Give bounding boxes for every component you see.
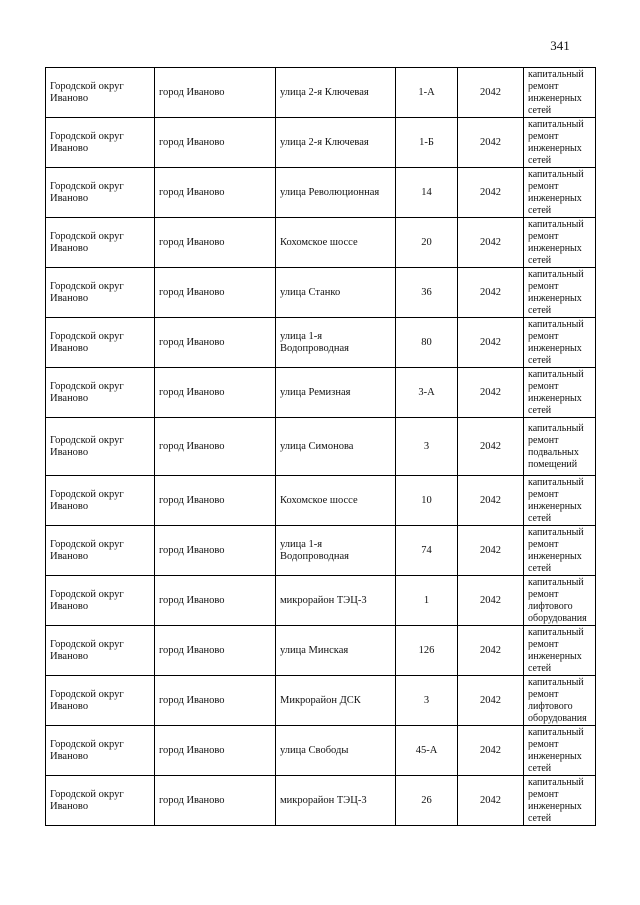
cell-street: улица Революционная [276,168,396,218]
cell-street: улица 2-я Ключевая [276,118,396,168]
cell-year: 2042 [458,576,524,626]
cell-work: капитальный ремонт инженерных сетей [524,268,596,318]
cell-district: Городской округ Иваново [46,776,155,826]
cell-year: 2042 [458,526,524,576]
cell-work: капитальный ремонт инженерных сетей [524,318,596,368]
cell-year: 2042 [458,268,524,318]
cell-year: 2042 [458,726,524,776]
cell-work: капитальный ремонт инженерных сетей [524,218,596,268]
cell-street: улица Минская [276,626,396,676]
cell-street: улица Ремизная [276,368,396,418]
cell-year: 2042 [458,776,524,826]
cell-year: 2042 [458,318,524,368]
cell-district: Городской округ Иваново [46,168,155,218]
cell-house: 3-А [396,368,458,418]
table-row [46,676,596,726]
cell-work: капитальный ремонт инженерных сетей [524,168,596,218]
table-row [46,726,596,776]
cell-district: Городской округ Иваново [46,268,155,318]
cell-district: Городской округ Иваново [46,476,155,526]
cell-house: 36 [396,268,458,318]
cell-district: Городской округ Иваново [46,118,155,168]
cell-city: город Иваново [155,268,276,318]
cell-work: капитальный ремонт лифтового оборудования [524,576,596,626]
table-row [46,526,596,576]
cell-city: город Иваново [155,168,276,218]
cell-year: 2042 [458,476,524,526]
cell-year: 2042 [458,218,524,268]
cell-house: 80 [396,318,458,368]
cell-district: Городской округ Иваново [46,526,155,576]
cell-house: 26 [396,776,458,826]
cell-street: Кохомское шоссе [276,218,396,268]
cell-house: 1-Б [396,118,458,168]
cell-year: 2042 [458,418,524,476]
cell-district: Городской округ Иваново [46,626,155,676]
table-row [46,576,596,626]
cell-city: город Иваново [155,626,276,676]
cell-house: 14 [396,168,458,218]
cell-year: 2042 [458,368,524,418]
cell-work: капитальный ремонт инженерных сетей [524,368,596,418]
cell-work: капитальный ремонт инженерных сетей [524,68,596,118]
cell-district: Городской округ Иваново [46,368,155,418]
cell-city: город Иваново [155,68,276,118]
cell-district: Городской округ Иваново [46,318,155,368]
cell-city: город Иваново [155,418,276,476]
cell-district: Городской округ Иваново [46,576,155,626]
cell-city: город Иваново [155,318,276,368]
cell-city: город Иваново [155,776,276,826]
cell-city: город Иваново [155,676,276,726]
register-table-body [46,68,596,826]
cell-year: 2042 [458,676,524,726]
table-row [46,318,596,368]
cell-work: капитальный ремонт инженерных сетей [524,476,596,526]
cell-house: 3 [396,418,458,476]
cell-street: улица 2-я Ключевая [276,68,396,118]
cell-city: город Иваново [155,476,276,526]
table-row [46,68,596,118]
table-row [46,476,596,526]
cell-city: город Иваново [155,576,276,626]
cell-work: капитальный ремонт подвальных помещений [524,418,596,476]
page-number: 341 [550,38,570,53]
table-row [46,418,596,476]
cell-work: капитальный ремонт инженерных сетей [524,626,596,676]
cell-street: улица Симонова [276,418,396,476]
cell-house: 20 [396,218,458,268]
cell-street: микрорайон ТЭЦ-3 [276,776,396,826]
cell-work: капитальный ремонт инженерных сетей [524,726,596,776]
cell-street: улица 1-я Водопроводная [276,318,396,368]
cell-house: 1-А [396,68,458,118]
cell-city: город Иваново [155,218,276,268]
cell-street: микрорайон ТЭЦ-3 [276,576,396,626]
table-row [46,776,596,826]
cell-work: капитальный ремонт инженерных сетей [524,776,596,826]
table-row [46,268,596,318]
cell-district: Городской округ Иваново [46,676,155,726]
cell-house: 126 [396,626,458,676]
cell-work: капитальный ремонт инженерных сетей [524,118,596,168]
table-row [46,368,596,418]
cell-year: 2042 [458,118,524,168]
cell-district: Городской округ Иваново [46,418,155,476]
cell-city: город Иваново [155,368,276,418]
cell-street: улица Свободы [276,726,396,776]
cell-house: 10 [396,476,458,526]
table-row [46,218,596,268]
cell-city: город Иваново [155,118,276,168]
table-row [46,118,596,168]
cell-house: 1 [396,576,458,626]
cell-street: Кохомское шоссе [276,476,396,526]
cell-work: капитальный ремонт лифтового оборудования [524,676,596,726]
table-row [46,626,596,676]
cell-year: 2042 [458,626,524,676]
cell-district: Городской округ Иваново [46,726,155,776]
cell-year: 2042 [458,168,524,218]
cell-district: Городской округ Иваново [46,218,155,268]
table-row [46,168,596,218]
cell-street: улица 1-я Водопроводная [276,526,396,576]
cell-house: 74 [396,526,458,576]
cell-work: капитальный ремонт инженерных сетей [524,526,596,576]
cell-house: 45-А [396,726,458,776]
cell-street: Микрорайон ДСК [276,676,396,726]
cell-city: город Иваново [155,726,276,776]
register-table [45,67,596,826]
cell-house: 3 [396,676,458,726]
cell-district: Городской округ Иваново [46,68,155,118]
cell-city: город Иваново [155,526,276,576]
cell-year: 2042 [458,68,524,118]
cell-street: улица Станко [276,268,396,318]
